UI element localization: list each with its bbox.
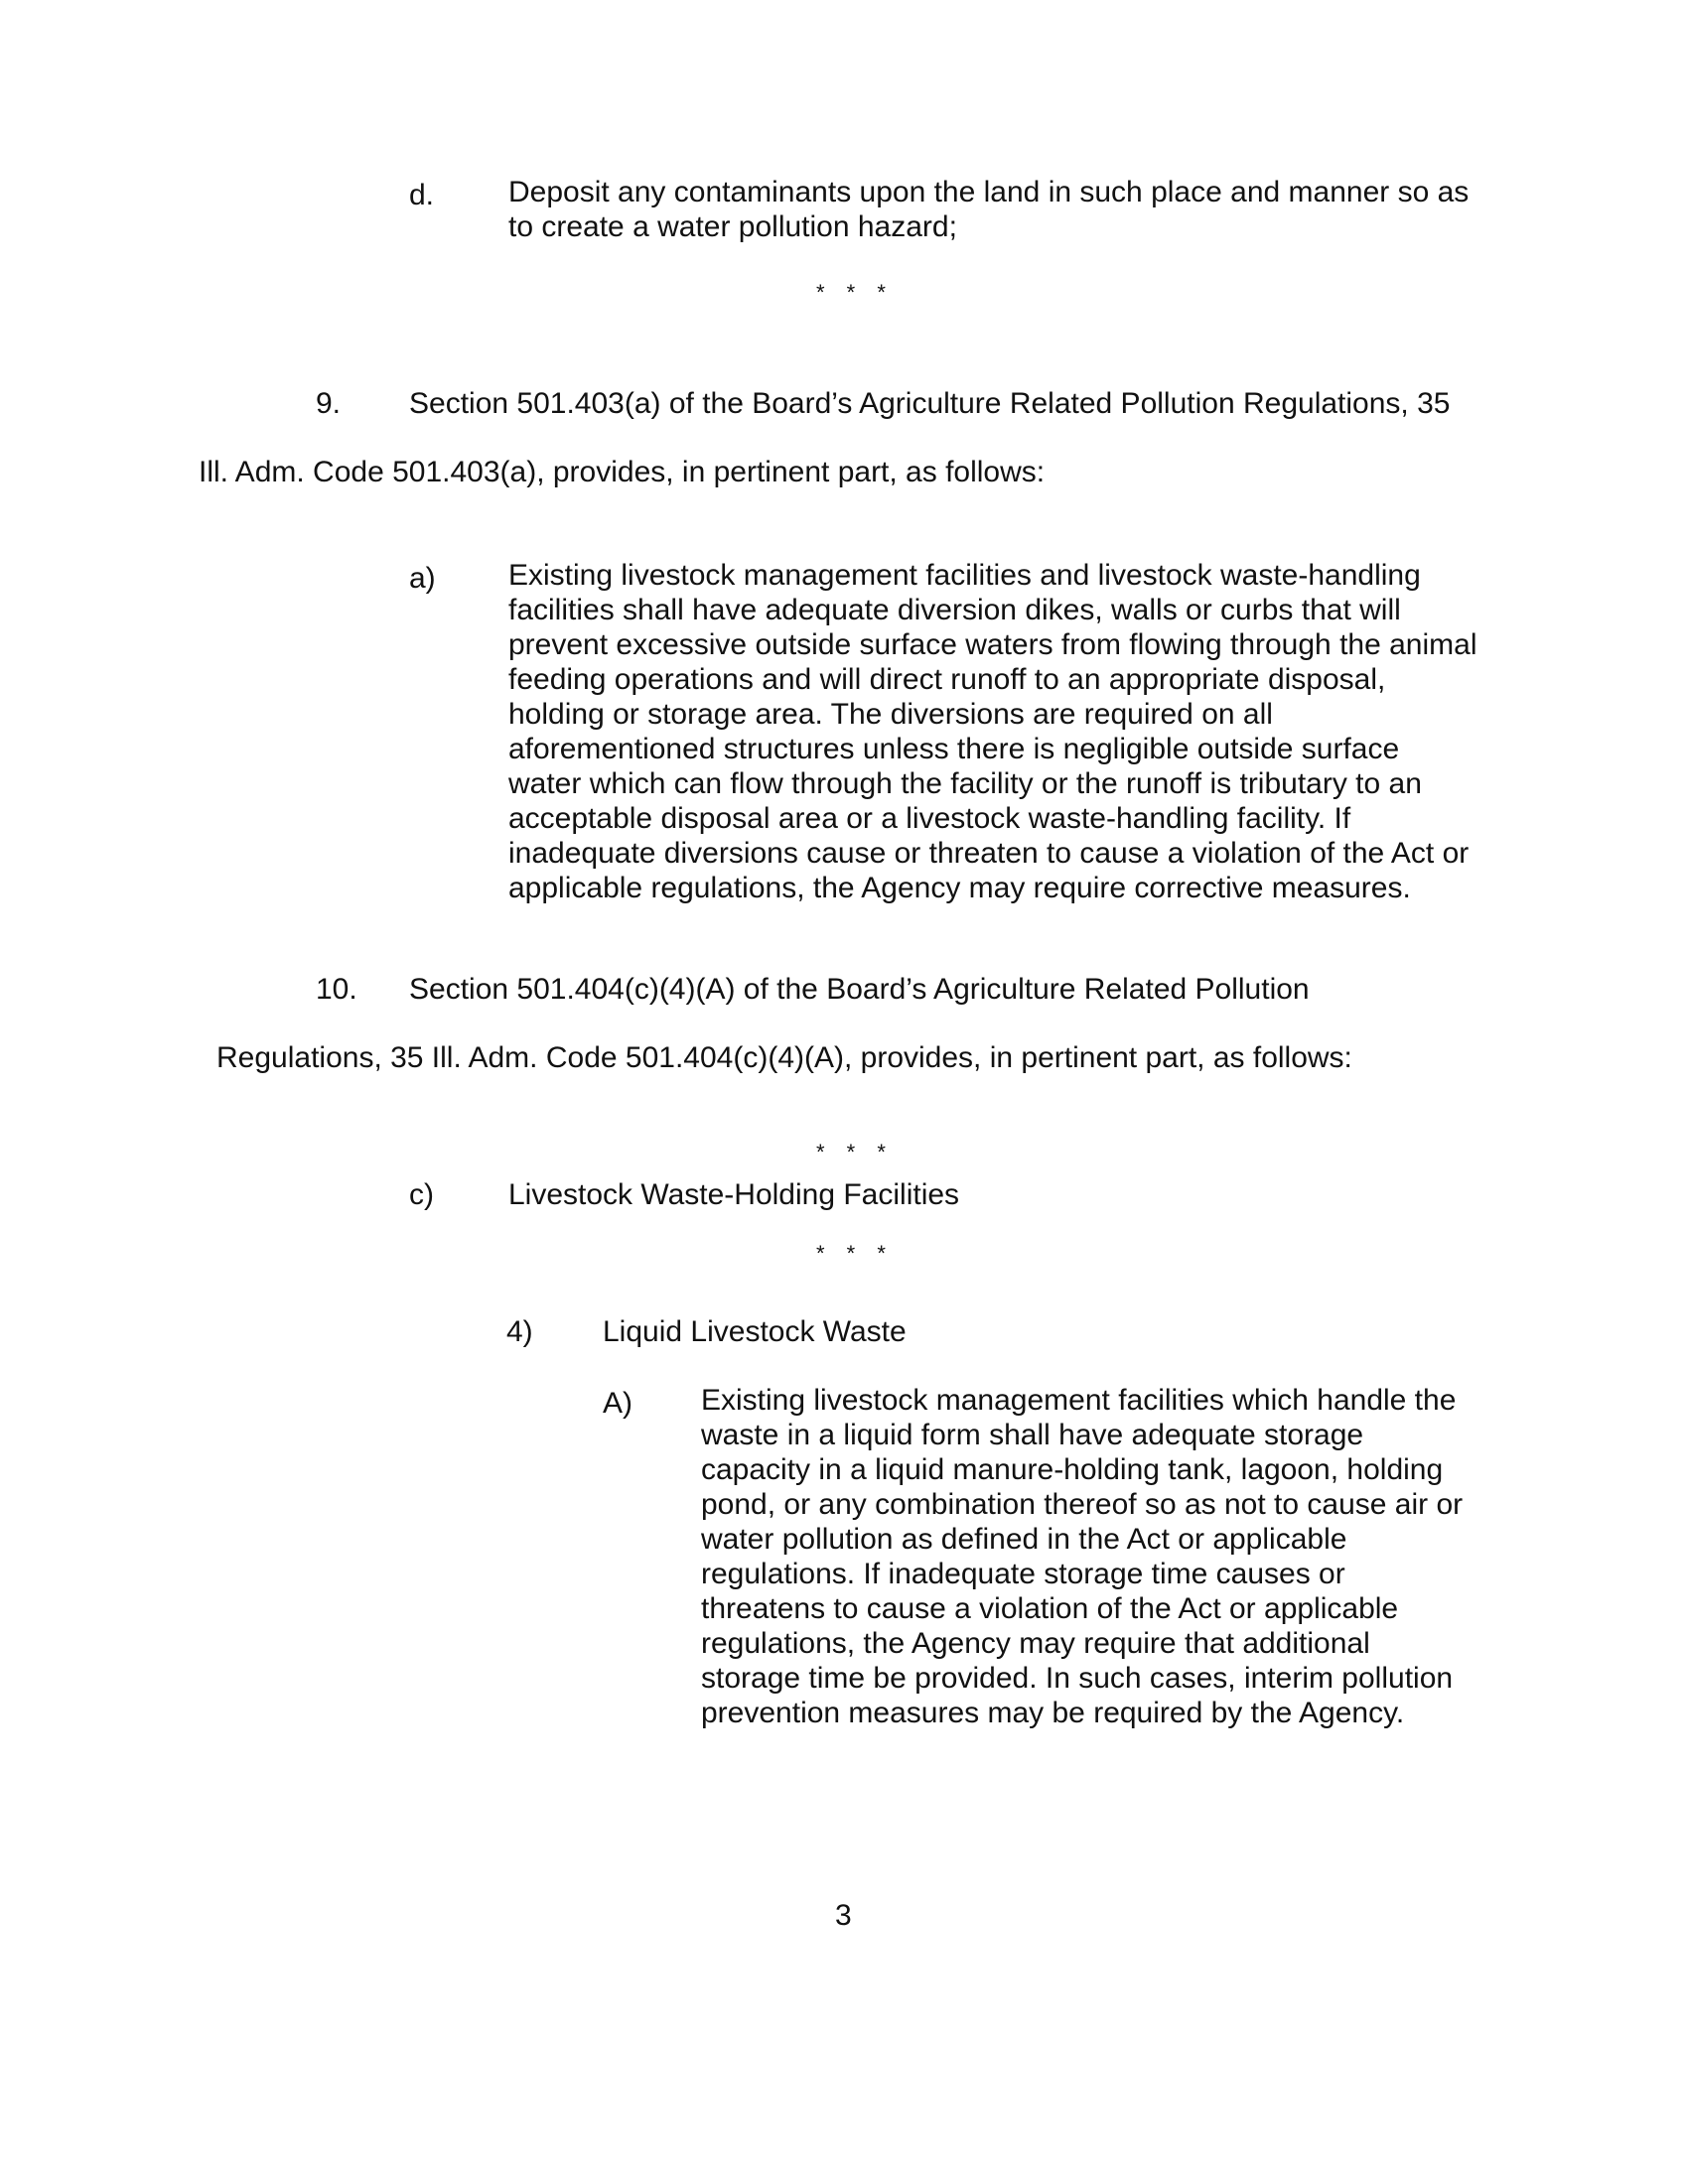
ellipsis-separator: * * * [816, 1241, 894, 1266]
ellipsis-separator: * * * [816, 1140, 894, 1164]
text-line: regulations. If inadequate storage time causes or [701, 1558, 1345, 1590]
text-line: to create a water pollution hazard; [508, 210, 957, 243]
item-c-text: Livestock Waste-Holding Facilities [508, 1178, 960, 1211]
text-line: pond, or any combination thereof so as not to cause air or [701, 1488, 1464, 1521]
text-line: Existing livestock management facilities and livestock waste-handling [508, 559, 1421, 592]
text-line: acceptable disposal area or a livestock waste-handling facility. If [508, 802, 1351, 835]
page-number: 3 [835, 1899, 852, 1932]
item-A-text [701, 1383, 1463, 1730]
item-a-text [508, 558, 1476, 905]
text-line: facilities shall have adequate diversion dikes, walls or curbs that will [508, 594, 1401, 626]
paragraph-9-first-line: Section 501.403(a) of the Board’s Agriculture Related Pollution Regulations, 35 [409, 387, 1451, 420]
paragraph-10-first-line: Section 501.404(c)(4)(A) of the Board’s Agriculture Related Pollution [409, 973, 1310, 1006]
text-line: threatens to cause a violation of the Act or applicable [701, 1592, 1399, 1625]
paragraph-9-second-line: Ill. Adm. Code 501.403(a), provides, in pertinent part, as follows: [199, 456, 1046, 488]
item-d-label: d. [409, 179, 435, 211]
text-line: aforementioned structures unless there is negligible outside surface [508, 733, 1400, 765]
text-line: applicable regulations, the Agency may require corrective measures. [508, 872, 1411, 904]
text-line: water pollution as defined in the Act or applicable [701, 1523, 1347, 1556]
paragraph-9-number: 9. [316, 387, 342, 420]
text-line: Existing livestock management facilities which handle the [701, 1384, 1457, 1417]
paragraph-10-number: 10. [316, 973, 357, 1006]
text-line: feeding operations and will direct runoff to an appropriate disposal, [508, 663, 1386, 696]
item-d-text [508, 175, 1469, 244]
paragraph-10-second-line: Regulations, 35 Ill. Adm. Code 501.404(c)(4)(A), provides, in pertinent part, as follows: [216, 1041, 1352, 1074]
text-line: prevent excessive outside surface waters from flowing through the animal [508, 628, 1477, 661]
item-4-label: 4) [506, 1315, 533, 1348]
text-line: inadequate diversions cause or threaten to cause a violation of the Act or [508, 837, 1470, 870]
text-line: storage time be provided. In such cases, interim pollution [701, 1662, 1454, 1695]
text-line: capacity in a liquid manure-holding tank, lagoon, holding [701, 1453, 1444, 1486]
item-c-label: c) [409, 1178, 434, 1211]
item-4-text: Liquid Livestock Waste [603, 1315, 907, 1348]
text-line: waste in a liquid form shall have adequate storage [701, 1419, 1364, 1451]
text-line: water which can flow through the facility or the runoff is tributary to an [508, 767, 1422, 800]
text-line: prevention measures may be required by the Agency. [701, 1697, 1405, 1729]
text-line: regulations, the Agency may require that additional [701, 1627, 1370, 1660]
item-a-label: a) [409, 562, 436, 595]
text-line: Deposit any contaminants upon the land in such place and manner so as [508, 176, 1470, 208]
text-line: holding or storage area. The diversions are required on all [508, 698, 1273, 731]
ellipsis-separator: * * * [816, 280, 894, 305]
item-A-label: A) [603, 1387, 632, 1420]
